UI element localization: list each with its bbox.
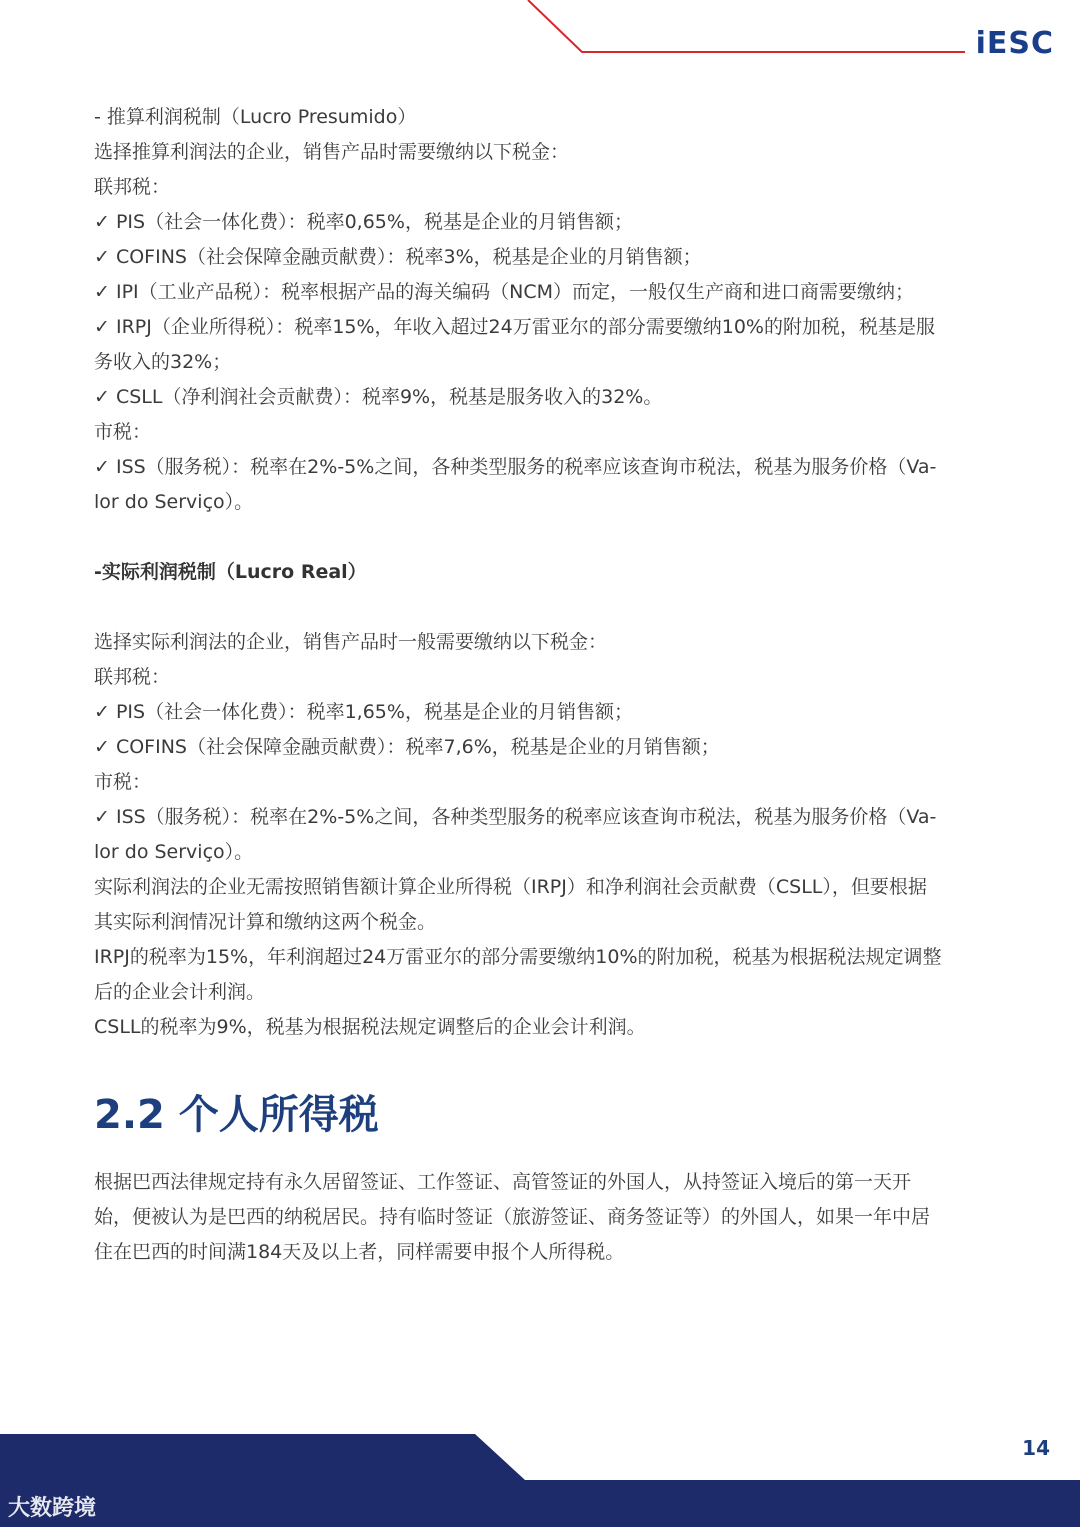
block1-line: ✓ IRPJ（企业所得税）：税率15%，年收入超过24万雷亚尔的部分需要缴纳10%的附加税，税基是服 (94, 316, 935, 338)
block1-line: ✓ COFINS（社会保障金融贡献费）：税率3%，税基是企业的月销售额； (94, 246, 702, 268)
block2-title: -实际利润税制（Lucro Real） (94, 561, 367, 583)
block2-line: 后的企业会计利润。 (94, 981, 266, 1003)
watermark: 大数跨境 (8, 1496, 97, 1521)
block1-title: - 推算利润税制（Lucro Presumido） (94, 106, 417, 128)
block2-line: CSLL的税率为9%，税基为根据税法规定调整后的企业会计利润。 (94, 1016, 646, 1038)
block1-line: ✓ IPI（工业产品税）：税率根据产品的海关编码（NCM）而定，一般仅生产商和进口商需要缴纳； (94, 281, 914, 303)
block2-line: IRPJ的税率为15%，年利润超过24万雷亚尔的部分需要缴纳10%的附加税，税基为根据税法规定调整 (94, 946, 942, 968)
block2-line: ✓ ISS（服务税）：税率在2%-5%之间，各种类型服务的税率应该查询市税法，税基为服务价格（Va- (94, 806, 937, 828)
block2-line: ✓ PIS（社会一体化费）：税率1,65%，税基是企业的月销售额； (94, 701, 633, 723)
block2-line: 市税： (94, 771, 152, 793)
header-decoration (0, 0, 1080, 60)
block2-line: 选择实际利润法的企业，销售产品时一般需要缴纳以下税金： (94, 631, 608, 653)
spacer (94, 520, 994, 555)
section-line: 始，便被认为是巴西的纳税居民。持有临时签证（旅游签证、商务签证等）的外国人，如果一年中居 (94, 1206, 931, 1228)
block2-line: 实际利润法的企业无需按照销售额计算企业所得税（IRPJ）和净利润社会贡献费（CSLL），但要根据 (94, 876, 927, 898)
block1-line: 选择推算利润法的企业，销售产品时需要缴纳以下税金： (94, 141, 570, 163)
section-line: 根据巴西法律规定持有永久居留签证、工作签证、高管签证的外国人，从持签证入境后的第一天开 (94, 1171, 912, 1193)
footer-band (0, 1434, 1080, 1527)
block1-line: ✓ ISS（服务税）：税率在2%-5%之间，各种类型服务的税率应该查询市税法，税基为服务价格（Va- (94, 456, 937, 478)
block1-line: 联邦税： (94, 176, 171, 198)
section-line: 住在巴西的时间满184天及以上者，同样需要申报个人所得税。 (94, 1241, 625, 1263)
section-heading: 2.2 个人所得税 (94, 1092, 379, 1138)
page-number: 14 (1022, 1436, 1050, 1460)
block2-line: lor do Serviço）。 (94, 841, 254, 863)
block1-line: 市税： (94, 421, 152, 443)
main-content (94, 100, 994, 1045)
block2-line: 其实际利润情况计算和缴纳这两个税金。 (94, 911, 437, 933)
block1-line: ✓ PIS（社会一体化费）：税率0,65%，税基是企业的月销售额； (94, 211, 633, 233)
block2-line: ✓ COFINS（社会保障金融贡献费）：税率7,6%，税基是企业的月销售额； (94, 736, 720, 758)
block1-line: 务收入的32%； (94, 351, 232, 373)
block1-line: ✓ CSLL（净利润社会贡献费）：税率9%，税基是服务收入的32%。 (94, 386, 663, 408)
section-body (94, 1165, 984, 1270)
block1-line: lor do Serviço）。 (94, 491, 254, 513)
iesc-logo: iESC (975, 26, 1054, 61)
block2-line: 联邦税： (94, 666, 171, 688)
spacer (94, 590, 994, 625)
